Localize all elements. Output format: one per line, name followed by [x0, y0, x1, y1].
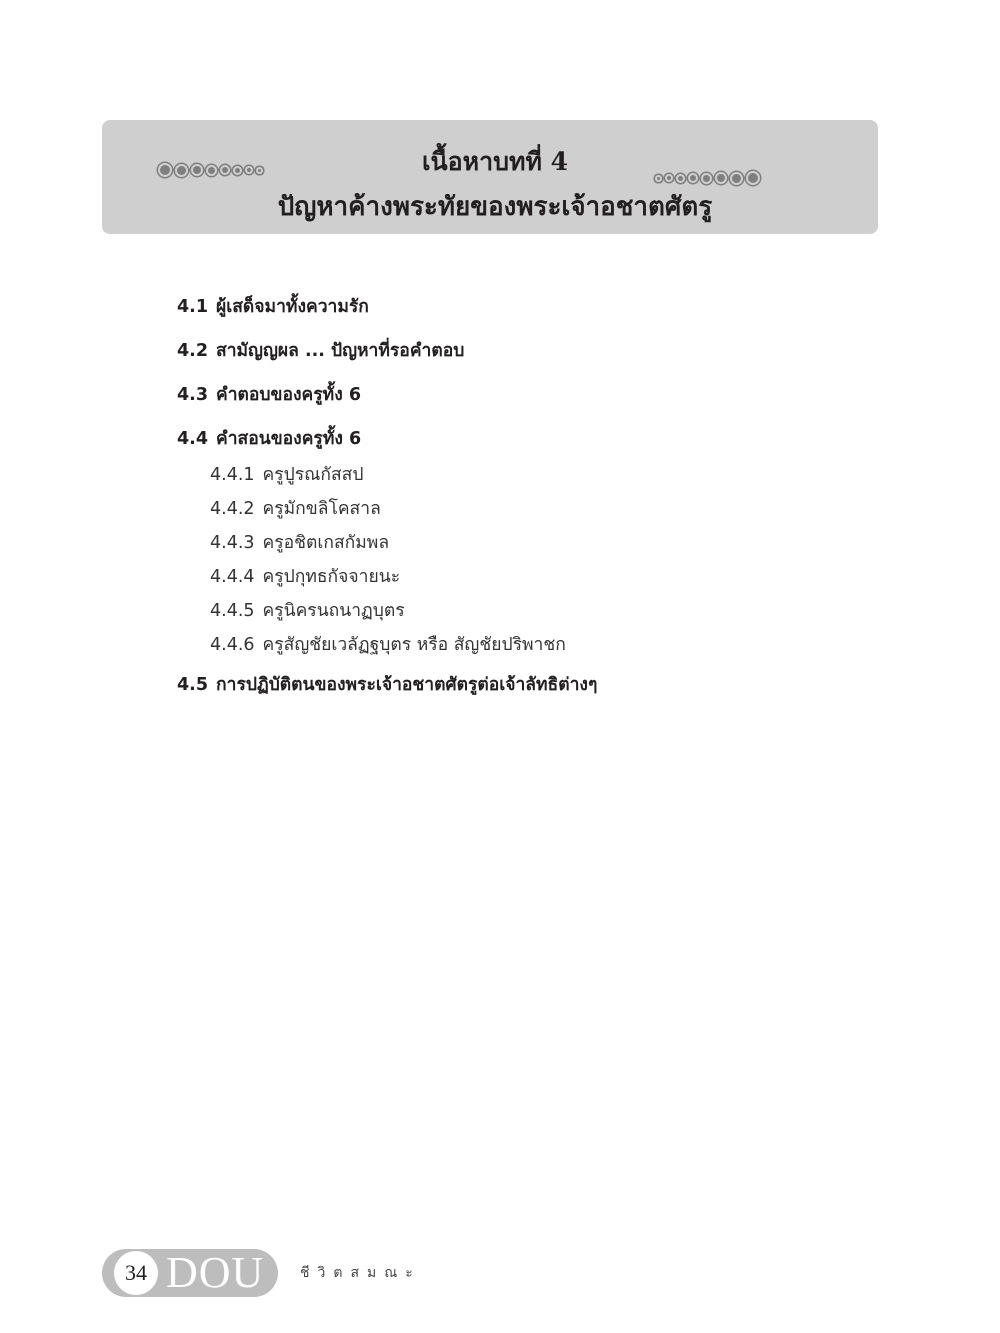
toc-number: 4.3	[177, 385, 209, 405]
toc-item-4-5	[177, 670, 937, 714]
page-footer	[102, 1249, 421, 1297]
dot-icon	[748, 173, 758, 183]
toc-subitem-4-4-3	[210, 528, 937, 562]
toc-label: ครูปูรณกัสสป	[262, 465, 364, 485]
toc-number: 4.4.2	[210, 499, 255, 519]
toc-label: การปฏิบัติตนของพระเจ้าอชาตศัตรูต่อเจ้าลัทธิต่างๆ	[216, 675, 598, 695]
dot-icon	[703, 175, 710, 182]
chapter-title: เนื้อหาบทที่ 4	[421, 147, 569, 176]
decorative-dots-right	[657, 173, 758, 183]
toc-label: ครูนิครนถนาฏบุตร	[262, 601, 405, 621]
toc-label: ครูสัญชัยเวลัฏฐบุตร หรือ สัญชัยปริพาชก	[262, 635, 566, 655]
toc-label: คำสอนของครูทั้ง 6	[216, 429, 362, 449]
toc-label: ครูปกุทธกัจจายนะ	[262, 567, 401, 587]
toc-subitem-4-4-5	[210, 596, 937, 630]
toc-number: 4.5	[177, 675, 209, 695]
toc-label: ครูมักขลิโคสาล	[262, 499, 381, 519]
toc-subitem-4-4-4	[210, 562, 937, 596]
book-title: ชีวิตสมณะ	[300, 1265, 421, 1281]
toc-number: 4.2	[177, 341, 209, 361]
toc-label: คำตอบของครูทั้ง 6	[216, 385, 362, 405]
table-of-contents	[177, 292, 937, 714]
toc-number: 4.4.1	[210, 465, 255, 485]
toc-item-4-3	[177, 380, 937, 424]
toc-subitem-4-4-1	[210, 460, 937, 494]
toc-number: 4.4.5	[210, 601, 255, 621]
toc-label: ผู้เสด็จมาทั้งความรัก	[216, 297, 369, 317]
dot-icon	[690, 175, 696, 181]
toc-item-4-1	[177, 292, 937, 336]
toc-item-4-4	[177, 424, 937, 460]
page-number: 34	[114, 1251, 158, 1295]
chapter-header	[102, 120, 878, 234]
chapter-subtitle: ปัญหาค้างพระทัยของพระเจ้าอชาตศัตรู	[277, 192, 713, 222]
toc-label: ครูอชิตเกสกัมพล	[262, 533, 390, 553]
toc-item-4-2	[177, 336, 937, 380]
toc-number: 4.4.4	[210, 567, 255, 587]
footer-badge	[102, 1249, 278, 1297]
toc-number: 4.4.6	[210, 635, 255, 655]
dou-logo: DOU	[166, 1248, 265, 1297]
toc-number: 4.1	[177, 297, 209, 317]
toc-label: สามัญญผล ... ปัญหาที่รอคำตอบ	[216, 341, 465, 361]
dot-icon	[678, 176, 683, 181]
toc-subitem-4-4-6	[210, 630, 937, 664]
toc-number: 4.4.3	[210, 533, 255, 553]
toc-subitem-4-4-2	[210, 494, 937, 528]
toc-number: 4.4	[177, 429, 209, 449]
dot-icon	[717, 174, 725, 182]
dot-icon	[667, 176, 671, 180]
dot-icon	[657, 177, 660, 180]
dot-icon	[732, 174, 741, 183]
